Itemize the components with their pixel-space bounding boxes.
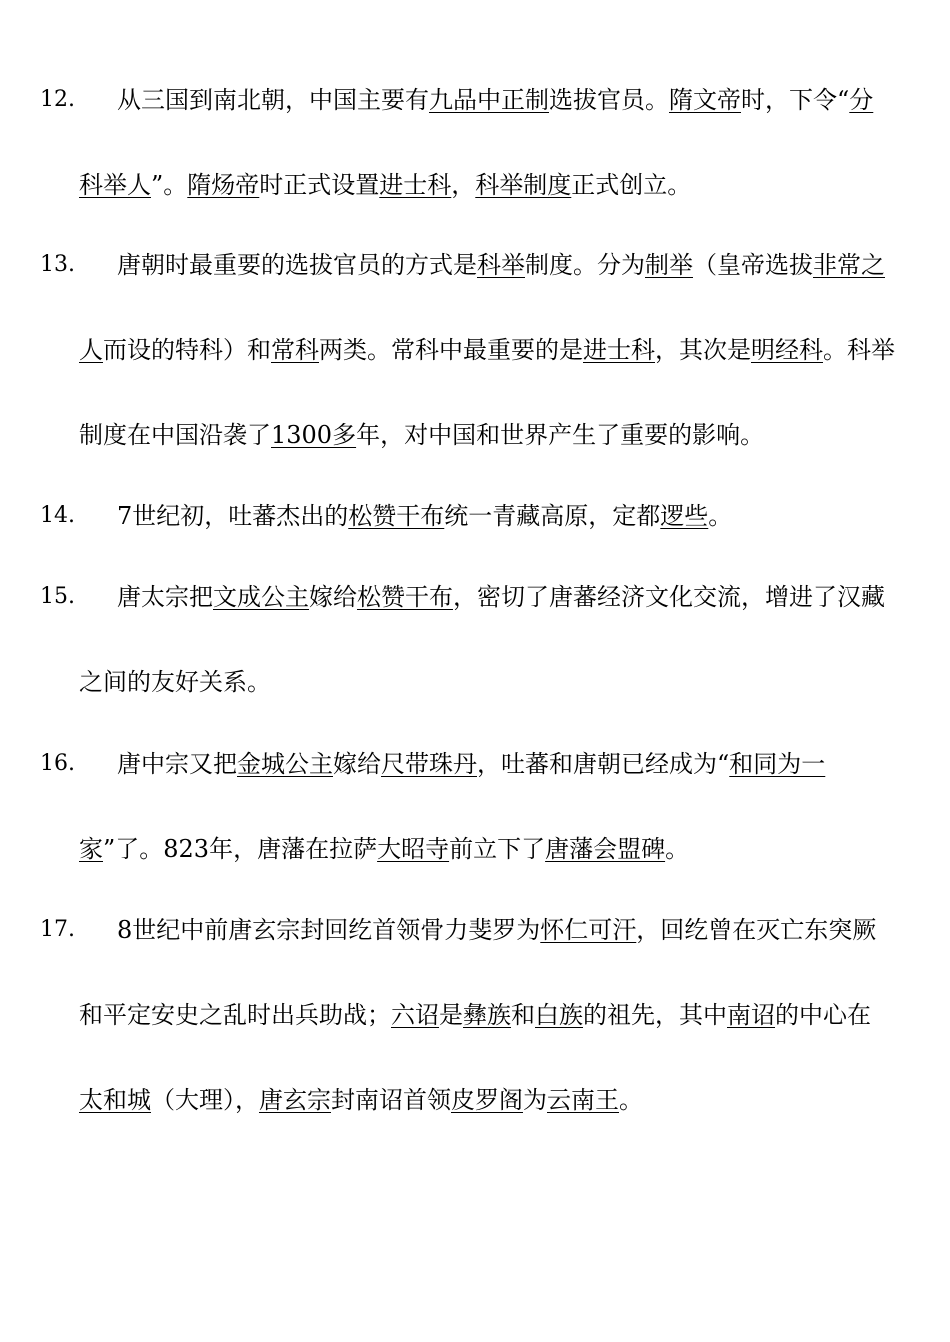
underlined-term: 文成公主 <box>213 583 309 611</box>
underlined-term: 太和城 <box>79 1086 151 1114</box>
text-run: （皇帝选拔 <box>693 251 813 279</box>
underlined-term: 科举人 <box>79 171 151 199</box>
item-line <box>117 251 885 279</box>
text-run: ，密切了唐蕃经济文化交流，增进了汉藏 <box>453 583 885 611</box>
text-run: 唐中宗又把 <box>117 750 237 778</box>
text-run: 。 <box>619 1086 643 1114</box>
item-number: 12. <box>40 87 75 112</box>
underlined-term: 六诏 <box>391 1001 439 1029</box>
item-line <box>79 336 895 364</box>
underlined-term: 明经科 <box>751 336 823 364</box>
item-line <box>79 1001 871 1029</box>
underlined-term: 唐藩会盟碑 <box>545 835 666 863</box>
item-line <box>79 171 691 199</box>
text-run: 的中心在 <box>775 1001 871 1029</box>
underlined-term: 逻些 <box>660 502 709 530</box>
underlined-term: 南诏 <box>727 1001 775 1029</box>
text-run: 和平定安史之乱时出兵助战； <box>79 1001 391 1029</box>
underlined-term: 松赞干布 <box>357 583 453 611</box>
underlined-term: 家 <box>79 835 103 863</box>
item-line <box>79 1086 643 1114</box>
text-run: 而设的特科）和 <box>103 336 271 364</box>
underlined-term: 科举 <box>477 251 525 279</box>
underlined-term: 1300多 <box>271 421 357 449</box>
item-line <box>79 421 764 449</box>
underlined-term: 九品中正制 <box>429 86 549 114</box>
underlined-term: 皮罗阁 <box>451 1086 523 1114</box>
underlined-term: 尺带珠丹 <box>381 750 477 778</box>
underlined-term: 进士科 <box>379 171 452 199</box>
text-run: ，回纥曾在灭亡东突厥 <box>636 916 877 944</box>
text-run: 正式创立。 <box>571 171 692 199</box>
text-run: 是 <box>439 1001 463 1029</box>
text-run: 和 <box>511 1001 535 1029</box>
text-run: 年，对中国和世界产生了重要的影响。 <box>356 421 765 449</box>
item-line <box>79 668 271 696</box>
text-run: 。 <box>665 835 690 863</box>
text-run: ”了。823年，唐藩在拉萨 <box>103 835 378 863</box>
text-run: （大理）， <box>151 1086 259 1114</box>
item-number: 13. <box>40 252 75 277</box>
text-run: 制度在中国沿袭了 <box>79 421 271 449</box>
underlined-term: 松赞干布 <box>348 502 445 530</box>
underlined-term: 云南王 <box>547 1086 619 1114</box>
underlined-term: 进士科 <box>583 336 655 364</box>
text-run: ， <box>451 171 476 199</box>
item-line <box>117 750 825 778</box>
item-line <box>117 86 873 114</box>
underlined-term: 唐玄宗 <box>259 1086 331 1114</box>
underlined-term: 隋文帝 <box>669 86 741 114</box>
underlined-term: 常科 <box>271 336 319 364</box>
text-run: 统一青藏高原，定都 <box>444 502 661 530</box>
item-line <box>79 835 689 863</box>
text-run: 唐朝时最重要的选拔官员的方式是 <box>117 251 477 279</box>
item-line <box>117 502 732 530</box>
text-run: 时，下令“ <box>741 86 850 114</box>
text-run: 之间的友好关系。 <box>79 668 271 696</box>
text-run: ，吐蕃和唐朝已经成为“ <box>477 750 730 778</box>
text-run: 的祖先，其中 <box>583 1001 727 1029</box>
text-run: 封南诏首领 <box>331 1086 451 1114</box>
item-number: 17. <box>40 917 75 942</box>
underlined-term: 隋炀帝 <box>187 171 260 199</box>
item-number: 14. <box>40 503 75 528</box>
text-run: 从三国到南北朝，中国主要有 <box>117 86 429 114</box>
text-run: ，其次是 <box>655 336 751 364</box>
underlined-term: 分 <box>849 86 874 114</box>
text-run: 前立下了 <box>449 835 546 863</box>
text-run: 7世纪初，吐蕃杰出的 <box>117 502 349 530</box>
item-number: 16. <box>40 751 75 776</box>
item-number: 15. <box>40 584 75 609</box>
text-run: 。科举 <box>823 336 895 364</box>
underlined-term: 怀仁可汗 <box>540 916 637 944</box>
underlined-term: 彝族 <box>463 1001 511 1029</box>
text-run: 嫁给 <box>333 750 381 778</box>
underlined-term: 金城公主 <box>237 750 333 778</box>
underlined-term: 科举制度 <box>475 171 572 199</box>
text-run: 时正式设置 <box>259 171 380 199</box>
text-run: 选拔官员。 <box>549 86 669 114</box>
item-line <box>117 916 876 944</box>
underlined-term: 白族 <box>535 1001 583 1029</box>
text-run: 8世纪中前唐玄宗封回纥首领骨力斐罗为 <box>117 916 541 944</box>
underlined-term: 大昭寺 <box>377 835 450 863</box>
text-run: 制度。分为 <box>525 251 645 279</box>
text-run: 两类。常科中最重要的是 <box>319 336 583 364</box>
underlined-term: 人 <box>79 336 103 364</box>
underlined-term: 制举 <box>645 251 693 279</box>
text-run: 。 <box>708 502 733 530</box>
text-run: 嫁给 <box>309 583 357 611</box>
item-line <box>117 583 885 611</box>
text-run: 唐太宗把 <box>117 583 213 611</box>
text-run: ”。 <box>151 171 188 199</box>
underlined-term: 非常之 <box>813 251 885 279</box>
text-run: 为 <box>523 1086 547 1114</box>
underlined-term: 和同为一 <box>729 750 826 778</box>
